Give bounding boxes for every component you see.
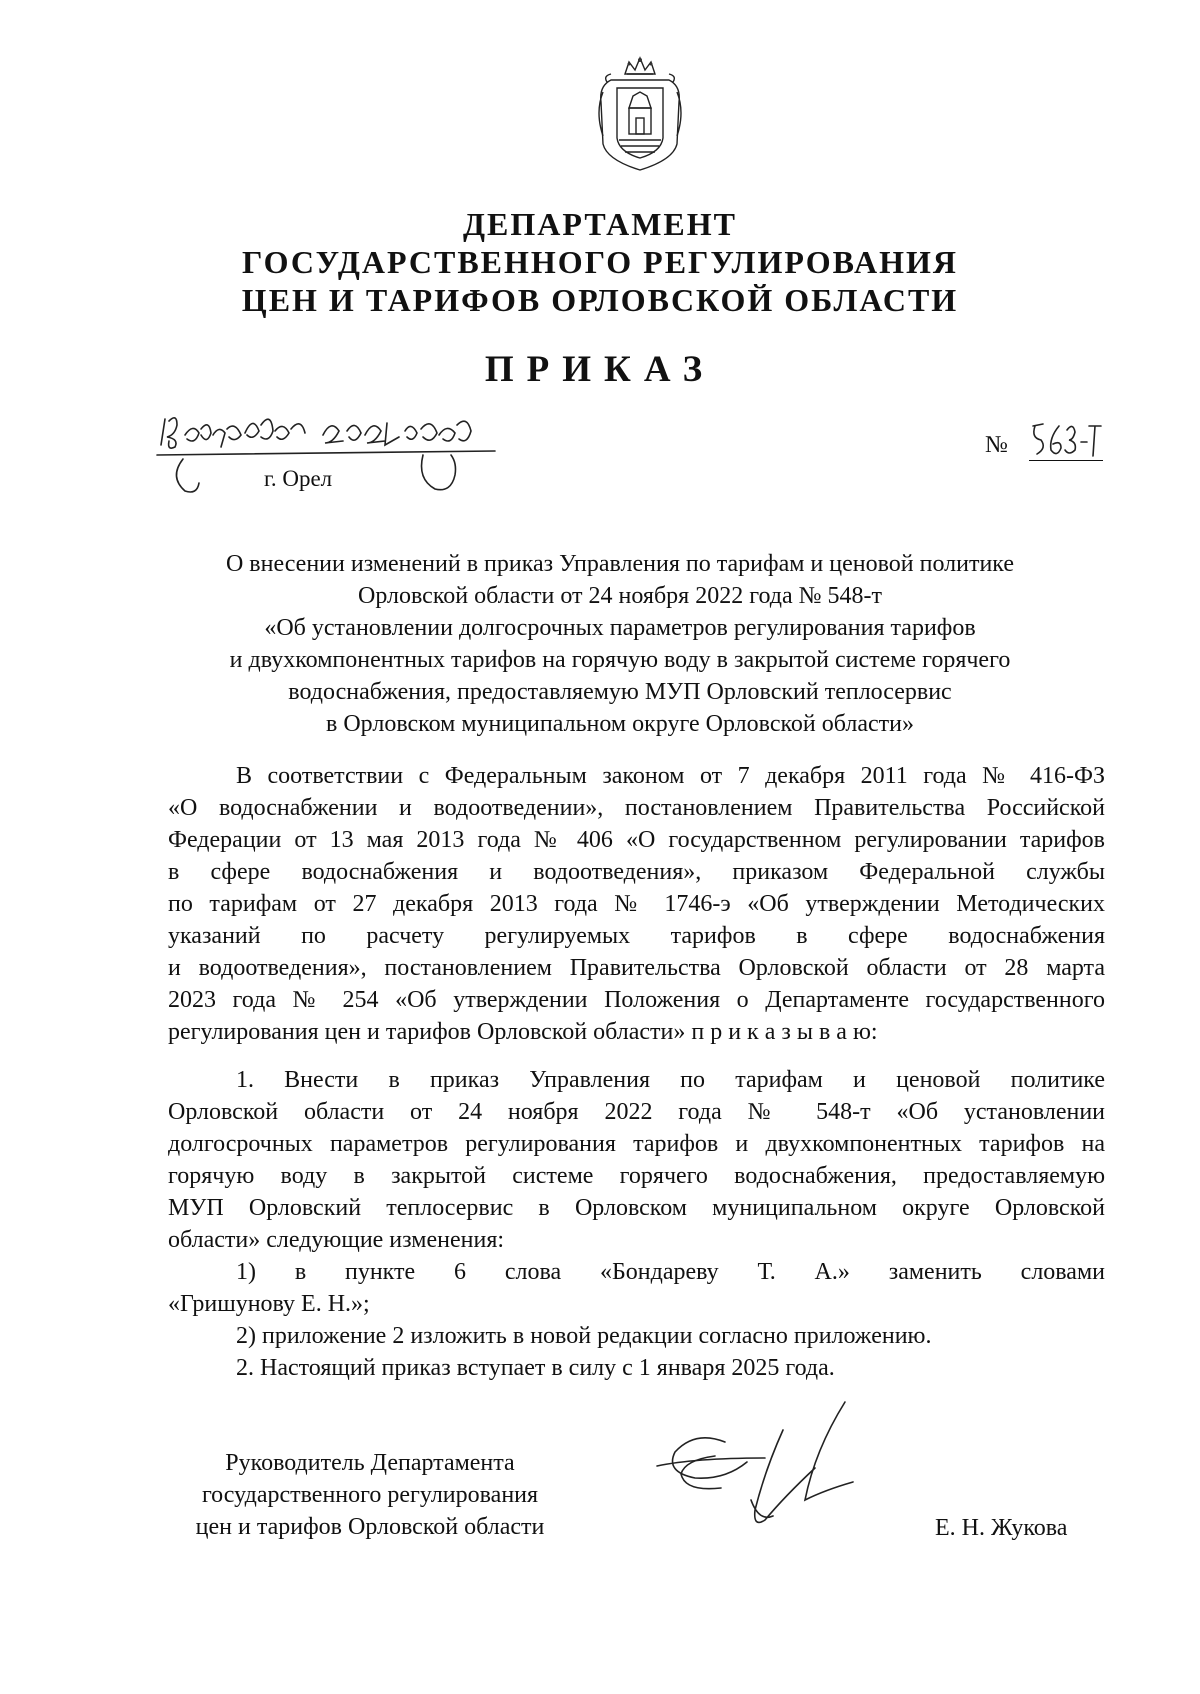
sub-item-1-line: 1) в пункте 6 слова «Бондареву Т. А.» заменить словами xyxy=(236,1259,1105,1285)
subject-line: «Об установлении долгосрочных параметров регулирования тарифов xyxy=(264,615,976,641)
document-number xyxy=(985,418,1105,468)
sub-item-2: 2) приложение 2 изложить в новой редакции согласно приложению. xyxy=(236,1323,932,1349)
signatory-title-line: цен и тарифов Орловской области xyxy=(195,1514,545,1540)
subject-line: Орловской области от 24 ноября 2022 года № 548-т xyxy=(358,583,882,609)
preamble-line: 2023 года № 254 «Об утверждении Положения о Департаменте государственного xyxy=(168,987,1105,1013)
subject-line: О внесении изменений в приказ Управления по тарифам и ценовой политике xyxy=(225,551,1015,577)
order-item-2: 2. Настоящий приказ вступает в силу с 1 января 2025 года. xyxy=(236,1355,835,1381)
preamble-line: в сфере водоснабжения и водоотведения», приказом Федеральной службы xyxy=(168,859,1105,885)
preamble-line: по тарифам от 27 декабря 2013 года № 1746-э «Об утверждении Методических xyxy=(168,891,1105,917)
item-1-line: горячую воду в закрытой системе горячего водоснабжения, предоставляемую xyxy=(168,1163,1105,1189)
subject-line: водоснабжения, предоставляемую МУП Орловский теплосервис xyxy=(288,679,952,705)
order-subject xyxy=(170,548,1070,740)
preamble-line: регулирования цен и тарифов Орловской области» п р и к а з ы в а ю: xyxy=(168,1019,878,1045)
sub-item-1-line: «Гришунову Е. Н.»; xyxy=(168,1291,370,1317)
department-header xyxy=(0,205,1200,319)
item-1-line: МУП Орловский теплосервис в Орловском муниципальном округе Орловской xyxy=(168,1195,1105,1221)
handwritten-number xyxy=(1029,418,1103,462)
header-line-1: ДЕПАРТАМЕНТ xyxy=(463,206,737,242)
preamble-line: В соответствии с Федеральным законом от 7 декабря 2011 года № 416-ФЗ xyxy=(236,763,1105,789)
signatory-name: Е. Н. Жукова xyxy=(935,1515,1068,1541)
item-1-line: долгосрочных параметров регулирования тарифов и двухкомпонентных тарифов на xyxy=(168,1131,1105,1157)
subject-line: и двухкомпонентных тарифов на горячую воду в закрытой системе горячего xyxy=(229,647,1011,673)
number-underline xyxy=(1029,460,1103,461)
handwritten-signature xyxy=(655,1400,885,1540)
coat-of-arms-emblem xyxy=(589,52,691,174)
signatory-title xyxy=(170,1447,570,1543)
city-label: г. Орел xyxy=(264,466,333,491)
preamble xyxy=(168,760,1105,1048)
order-body xyxy=(168,760,1105,1384)
signatory-title-line: Руководитель Департамента xyxy=(225,1450,515,1476)
preamble-line: Федерации от 13 мая 2013 года № 406 «О государственном регулировании тарифов xyxy=(168,827,1105,853)
order-item-1 xyxy=(168,1064,1105,1352)
item-1-line: области» следующие изменения: xyxy=(168,1227,505,1253)
item-1-line: Орловской области от 24 ноября 2022 года № 548-т «Об установлении xyxy=(168,1099,1105,1125)
header-line-2: ГОСУДАРСТВЕННОГО РЕГУЛИРОВАНИЯ xyxy=(242,244,958,280)
preamble-line: «О водоснабжении и водоотведении», постановлением Правительства Российской xyxy=(168,795,1105,821)
document-type-title: ПРИКАЗ xyxy=(484,349,716,390)
item-1-line: 1. Внести в приказ Управления по тарифам и ценовой политике xyxy=(236,1067,1105,1093)
subject-line: в Орловском муниципальном округе Орловской области» xyxy=(326,711,914,737)
preamble-line: и водоотведения», постановлением Правительства Орловской области от 28 марта xyxy=(168,955,1105,981)
number-label: № xyxy=(985,432,1008,458)
header-line-3: ЦЕН И ТАРИФОВ ОРЛОВСКОЙ ОБЛАСТИ xyxy=(241,282,959,318)
preamble-line: указаний по расчету регулируемых тарифов в сфере водоснабжения xyxy=(168,923,1105,949)
signatory-title-line: государственного регулирования xyxy=(201,1482,539,1508)
